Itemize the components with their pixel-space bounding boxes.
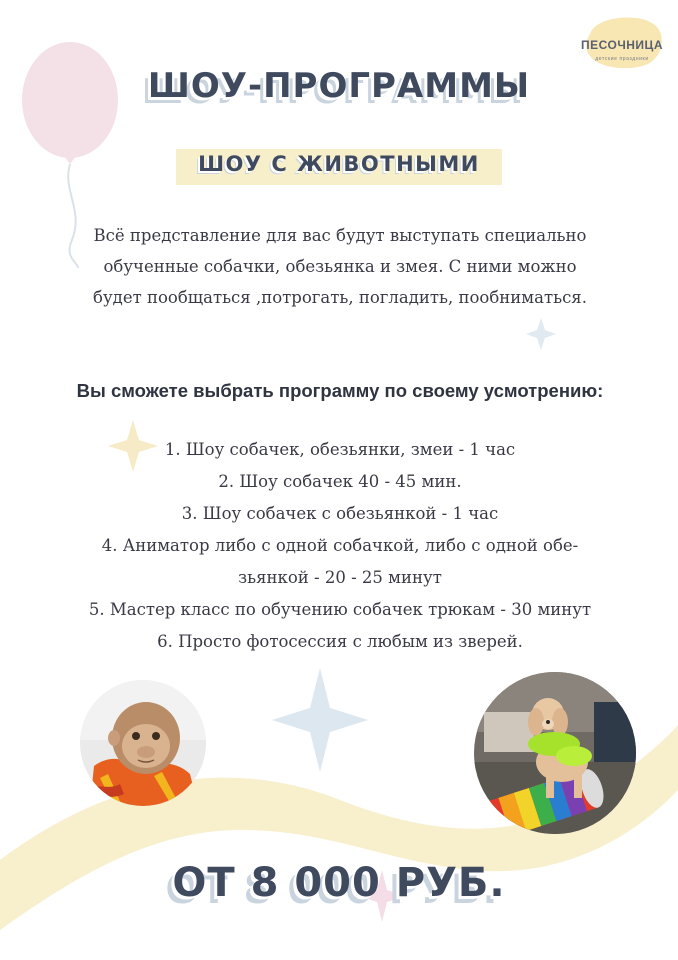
program-item: 6. Просто фотосессия с любым из зверей. (157, 632, 523, 651)
choose-heading: Вы сможете выбрать программу по своему усмотрению: (76, 380, 604, 401)
monkey-image (80, 680, 206, 806)
logo-title: ПЕСОЧНИЦА (581, 38, 663, 52)
intro-line: будет пообщаться ,потрогать, погладить, пообниматься. (93, 288, 587, 307)
program-list (70, 434, 610, 658)
sparkle-icon (272, 668, 368, 772)
program-item: зьянкой - 20 - 25 минут (238, 568, 442, 587)
price-label: ОТ 8 000 РУБ. (172, 860, 506, 906)
program-item: 2. Шоу собачек 40 - 45 мин. (218, 472, 462, 491)
intro-line: Всё представление для вас будут выступать специально (93, 226, 587, 245)
intro-line: обученные собачки, обезьянка и змея. С ними можно (103, 257, 577, 276)
poodle-photo (474, 672, 636, 834)
section-subtitle: ШОУ С ЖИВОТНЫМИ (198, 152, 480, 176)
page-title: ШОУ-ПРОГРАММЫ (147, 66, 531, 106)
poodle-image (474, 672, 636, 834)
intro-paragraph (60, 220, 620, 313)
program-item: 3. Шоу собачек с обезьянкой - 1 час (181, 504, 499, 523)
program-item: 5. Мастер класс по обучению собачек трюкам - 30 минут (88, 600, 592, 619)
monkey-photo (80, 680, 206, 806)
program-item: 4. Аниматор либо с одной собачкой, либо с одной обе- (101, 536, 579, 555)
logo-subtitle: детские праздники (595, 56, 649, 62)
program-item: 1. Шоу собачек, обезьянки, змеи - 1 час (164, 440, 516, 459)
sparkle-icon (526, 318, 556, 350)
